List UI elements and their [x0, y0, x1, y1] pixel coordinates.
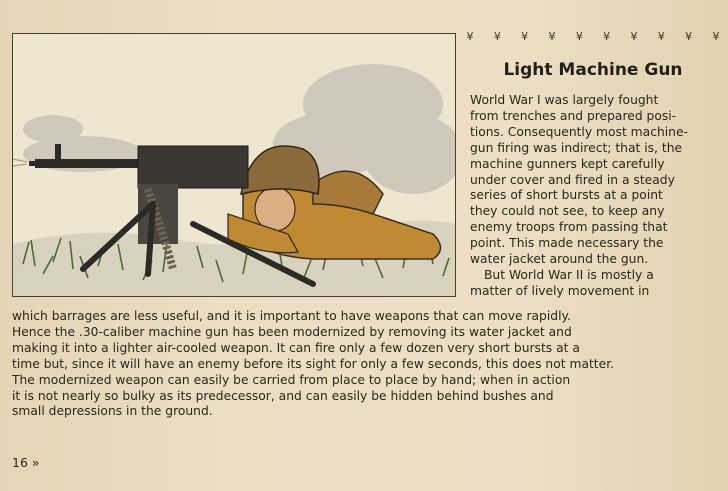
text-line: tions. Consequently most machine-: [470, 124, 688, 139]
text-line: World War I was largely fought: [470, 93, 659, 107]
ornament-glyph: ¥: [603, 30, 611, 43]
ornament-glyph: ¥: [630, 30, 638, 43]
text-line: The modernized weapon can easily be carried from place to place by hand; when in action: [12, 372, 571, 387]
text-line: time but, since it will have an enemy before its sight for only a few seconds, this does not matter.: [12, 356, 615, 371]
ornament-glyph: ¥: [521, 30, 529, 43]
text-line: But World War II is mostly a: [484, 267, 654, 282]
text-line: matter of lively movement in: [470, 283, 650, 298]
body-text-full-width: [12, 309, 720, 420]
text-line: series of short bursts at a point: [470, 188, 663, 203]
text-line: machine gunners kept carefully: [470, 156, 665, 171]
text-line: which barrages are less useful, and it is important to have weapons that can move rapidly.: [12, 309, 571, 323]
text-line: small depressions in the ground.: [12, 404, 213, 419]
text-line: under cover and fired in a steady: [470, 172, 675, 187]
text-line: Hence the .30-caliber machine gun has been modernized by removing its water jacket and: [12, 324, 572, 339]
ornament-border: [466, 30, 720, 44]
ornament-glyph: ¥: [548, 30, 556, 43]
text-line: point. This made necessary the: [470, 236, 664, 251]
ornament-glyph: ¥: [712, 30, 720, 43]
text-line: from trenches and prepared posi-: [470, 108, 677, 123]
ornament-glyph: ¥: [493, 30, 501, 43]
text-line: enemy troops from passing that: [470, 220, 668, 235]
text-line: water jacket around the gun.: [470, 252, 649, 267]
body-text-column: [470, 93, 718, 300]
text-line: gun firing was indirect; that is, the: [470, 140, 683, 155]
text-line: making it into a lighter air-cooled weapon. It can fire only a few dozen very short bursts at a: [12, 340, 580, 355]
ornament-glyph: ¥: [657, 30, 665, 43]
machine-gunner-illustration: [12, 33, 456, 297]
page-number: 16 »: [12, 455, 40, 470]
text-line: it is not nearly so bulky as its predecessor, and can easily be hidden behind bushes and: [12, 388, 554, 403]
ornament-glyph: ¥: [575, 30, 583, 43]
page-title: Light Machine Gun: [503, 60, 683, 80]
text-line: they could not see, to keep any: [470, 204, 665, 219]
ornament-glyph: ¥: [685, 30, 693, 43]
ornament-glyph: ¥: [466, 30, 474, 43]
